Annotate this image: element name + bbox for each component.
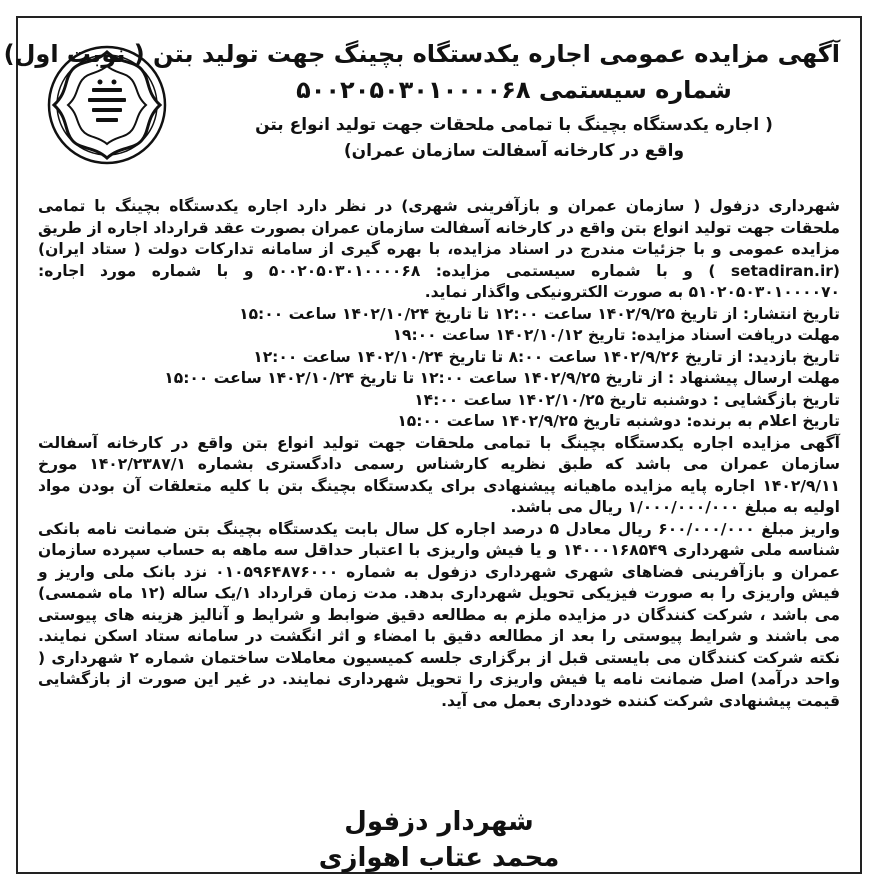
schedule-item-visit: تاریخ بازدید: از تاریخ ۱۴۰۲/۹/۲۶ ساعت ۸:۰۰ تا تاریخ ۱۴۰۲/۱۰/۲۴ ساعت ۱۲:۰۰ [253,347,840,366]
signature-block [38,804,840,876]
auction-description-paragraph: آگهی مزایده اجاره یکدستگاه بچینگ با تمامی ملحقات جهت تولید انواع بتن واقع در کارخانه آسفالت سازمان عمران می باشد که طبق نظریه کارشناس رسمی دادگستری بشماره ۱۴۰۲/۲۳۸۷/۱ مورخ ۱۴۰۲/۹/۱۱ اجاره پایه مزایده ماهیانه پیشنهادی برای یکدستگاه بچینگ بتن با کلیه متعلقات آن بودن مواد اولیه به مبلغ ۱/۰۰۰/۰۰۰/۰۰۰ ریال می باشد. [38,433,840,516]
schedule-item-bid-submission: مهلت ارسال پیشنهاد : از تاریخ ۱۴۰۲/۹/۲۵ ساعت ۱۲:۰۰ تا تاریخ ۱۴۰۲/۱۰/۲۴ ساعت ۱۵:۰۰ [164,369,840,387]
subtitle-line-1: ( اجاره یکدستگاه بچینگ با تمامی ملحقات جهت تولید انواع بتن [255,115,773,135]
notice-header [3,36,840,164]
system-number: شماره سیستمی ۵۰۰۲۰۵۰۳۰۱۰۰۰۰۶۸ [296,76,732,104]
schedule-item-publish: تاریخ انتشار: از تاریخ ۱۴۰۲/۹/۲۵ ساعت ۱۲:۰۰ تا تاریخ ۱۴۰۲/۱۰/۲۴ ساعت ۱۵:۰۰ [239,304,840,323]
schedule-item-opening: تاریخ بازگشایی : دوشنبه تاریخ ۱۴۰۲/۱۰/۲۵ ساعت ۱۴:۰۰ [414,390,840,409]
intro-paragraph: شهرداری دزفول ( سازمان عمران و بازآفرینی شهری) در نظر دارد اجاره یکدستگاه بچینگ با تمامی ملحقات جهت تولید انواع بتن واقع در کارخانه آسفالت سازمان عمران بصورت عقد قرارداد اجاره از طریق مزایده عمومی و با جزئیات مندرج در اسناد مزایده، با بهره گیری از سامانه تدارکات دولت ( ستاد ایران) (setadiran.ir ) و با شماره سیستمی مزایده: ۵۰۰۲۰۵۰۳۰۱۰۰۰۰۶۸ و با شماره مورد اجاره: ۵۱۰۲۰۵۰۳۰۱۰۰۰۰۷۰ به صورت الکترونیکی واگذار نماید. [38,197,840,301]
signature-name: محمد عتاب اهوازی [318,843,560,873]
schedule-list [38,304,840,433]
notice-frame [3,16,862,874]
deposit-conditions-paragraph: واریز مبلغ ۶۰۰/۰۰۰/۰۰۰ ریال معادل ۵ درصد اجاره کل سال بابت یکدستگاه بچینگ بتن ضمانت نامه بانکی شناسه ملی شهرداری ۱۴۰۰۰۱۶۸۵۴۹ و یا فیش واریزی با اعتبار حداقل سه ماهه به حساب سپرده سازمان عمران و بازآفرینی فضاهای شهری شهرداری دزفول به شماره ۰۱۰۵۹۶۴۸۷۶۰۰۰ نزد بانک ملی واریز و فیش واریزی را به صورت فیزیکی تحویل شهرداری بدهد. مدت زمان قرارداد ۱/یک ساله (۱۲ ماه شمسی) می باشد ، شرکت کنندگان در مزایده ملزم به مطالعه دقیق ضوابط و شرایط و آنالیز هزینه های پیوستی می باشند و شرایط پیوستی را بعد از مطالعه دقیق با امضاء و اثر انگشت در سامانه ستاد اسکن نمایند. نکته شرکت کنندگان می بایستی قبل از برگزاری جلسه کمیسیون معاملات ساختمان شماره ۲ شهرداری ( واحد درآمد) اصل ضمانت نامه یا فیش واریزی را تحویل شهرداری نمایند. در غیر این صورت از بازگشایی قیمت پیشنهادی شرکت کننده خودداری بعمل می آید. [38,519,841,710]
schedule-item-winner-announcement: تاریخ اعلام به برنده: دوشنبه تاریخ ۱۴۰۲/۹/۲۵ ساعت ۱۵:۰۰ [397,412,840,430]
signature-title: شهردار دزفول [344,807,534,837]
notice-body [38,196,840,712]
notice-title: آگهی مزایده عمومی اجاره یکدستگاه بچینگ جهت تولید بتن ( نوبت اول) [3,40,840,68]
schedule-item-documents-deadline: مهلت دریافت اسناد مزایده: تاریخ ۱۴۰۲/۱۰/۱۲ ساعت ۱۹:۰۰ [392,326,840,344]
subtitle-line-2: واقع در کارخانه آسفالت سازمان عمران) [343,141,685,161]
